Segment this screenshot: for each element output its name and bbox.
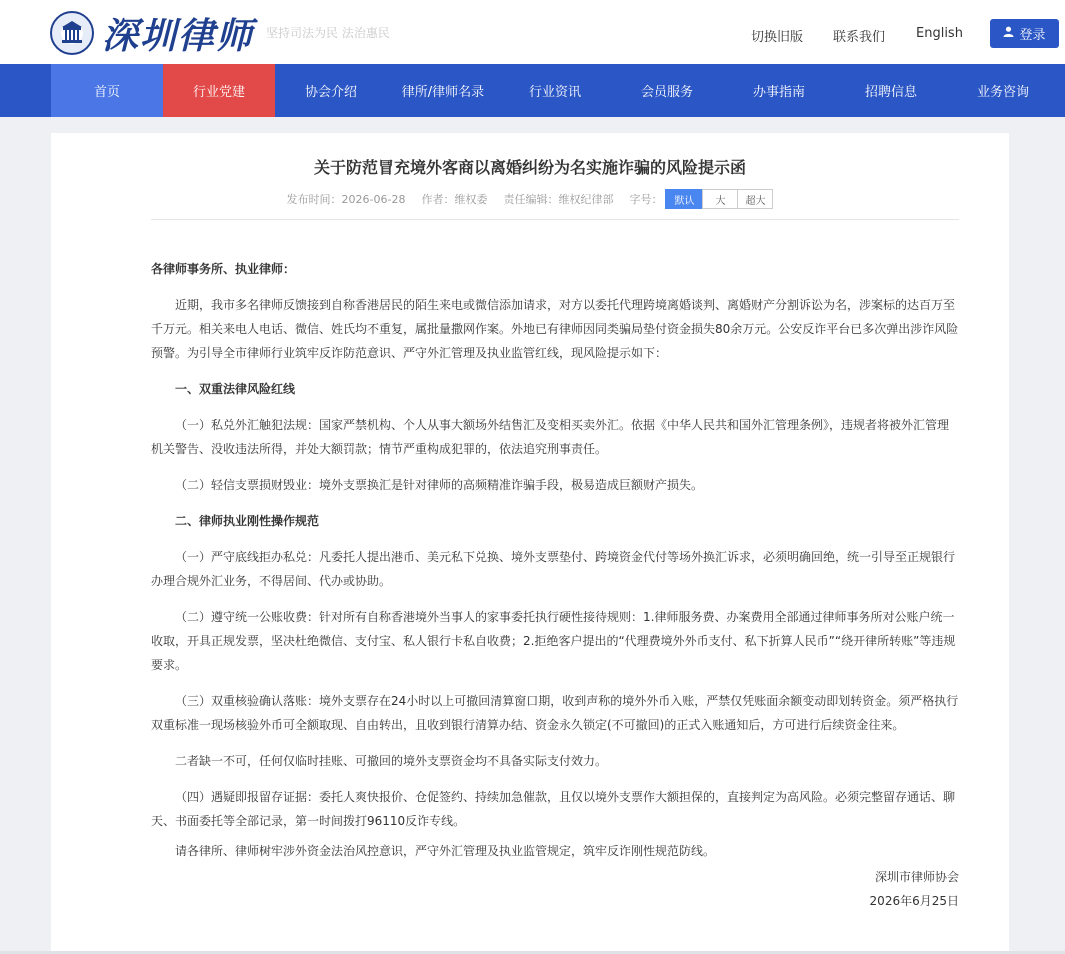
contact-us-link[interactable]: 联系我们: [833, 30, 886, 45]
section-heading-2: 二、律师执业刚性操作规范: [175, 514, 320, 528]
switch-old-version-link[interactable]: 切换旧版: [751, 30, 804, 45]
fontsize-xlarge-button[interactable]: 超大: [737, 189, 773, 209]
slogan: 坚持司法为民 法治惠民: [266, 26, 390, 40]
body-paragraph: （三）双重核验确认落账：境外支票存在24小时以上可撤回清算窗口期，收到声称的境外外币入账，严禁仅凭账面余额变动即划转资金。须严格执行双重标准一现场核验外币可全额取现、自由转出，且收到银行清算办结、资金永久锁定(不可撤回)的正式入账通知后，方可进行后续资金往来。: [151, 694, 959, 732]
editor-label: 责任编辑：: [503, 193, 559, 206]
salutation: 各律师事务所、执业律师：: [151, 262, 296, 276]
fontsize-default-button[interactable]: 默认: [665, 189, 703, 209]
author-value: 维权委: [454, 193, 488, 206]
article-body: [151, 257, 959, 913]
article-title: 关于防范冒充境外客商以离婚纠纷为名实施诈骗的风险提示函: [313, 158, 746, 177]
closing-paragraph: 请各律所、律师树牢涉外资金法治风控意识，严守外汇管理及执业监管规定，筑牢反诈刚性规范防线。: [175, 844, 716, 858]
fontsize-label: 字号：: [629, 193, 663, 206]
association-emblem-icon: [50, 11, 94, 55]
body-paragraph: （二）遵守统一公账收费：针对所有自称香港境外当事人的家事委托执行硬性接待规则：1.律师服务费、办案费用全部通过律师事务所对公账户统一收取，开具正规发票，坚决杜绝微信、支付宝、私人银行卡私自收费；2.拒绝客户提出的“代理费境外外币支付、私下折算人民币”“绕开律所转账”等违规要求。: [151, 610, 956, 672]
fontsize-selector: [666, 189, 773, 209]
editor-info: [503, 191, 613, 207]
author-label: 作者：: [421, 193, 455, 206]
body-paragraph: （四）遇疑即报留存证据：委托人爽快报价、仓促签约、持续加急催款，且仅以境外支票作大额担保的，直接判定为高风险。必须完整留存通话、聊天、书面委托等全部记录，第一时间拨打96110反诈专线。: [151, 790, 956, 828]
nav-item-consulting[interactable]: 业务咨询: [976, 85, 1029, 100]
section-heading-1: 一、双重法律风险红线: [175, 382, 296, 396]
body-paragraph: （一）私兑外汇触犯法规：国家严禁机构、个人从事大额场外结售汇及变相买卖外汇。依据《中华人民共和国外汇管理条例》，违规者将被外汇管理机关警告、没收违法所得，并处大额罚款；情节严重构成犯罪的，依法追究刑事责任。: [151, 418, 950, 456]
logo-text: 深圳律师: [102, 14, 255, 57]
nav-item-member-services[interactable]: 会员服务: [640, 85, 693, 100]
publish-label: 发布时间：: [286, 193, 342, 206]
nav-item-news[interactable]: 行业资讯: [528, 85, 581, 100]
nav-item-jobs[interactable]: 招聘信息: [864, 85, 917, 100]
fontsize-large-button[interactable]: 大: [702, 189, 738, 209]
nav-item-about[interactable]: 协会介绍: [304, 85, 357, 100]
login-label: 登录: [1019, 28, 1046, 43]
nav-item-party-building[interactable]: 行业党建: [163, 64, 275, 117]
intro-paragraph: 近期，我市多名律师反馈接到自称香港居民的陌生来电或微信添加请求，对方以委托代理跨境离婚谈判、离婚财产分割诉讼为名，涉案标的达百万至千万元。相关来电人电话、微信、姓氏均不重复，属批量撒网作案。外地已有律师因同类骗局垫付资金损失80余万元。公安反诈平台已多次弹出涉诈风险预警。为引导全市律师行业筑牢反诈防范意识、严守外汇管理及执业监管红线，现风险提示如下：: [151, 298, 959, 360]
author-info: [421, 191, 487, 207]
main-nav: [0, 64, 1065, 117]
publish-info: [287, 191, 406, 207]
body-paragraph: （一）严守底线拒办私兑：凡委托人提出港币、美元私下兑换、境外支票垫付、跨境资金代付等场外换汇诉求，必须明确回绝，统一引导至正规银行办理合规外汇业务，不得居间、代办或协助。: [151, 550, 956, 588]
top-header: [0, 0, 1065, 64]
title-divider: [151, 219, 959, 220]
login-button[interactable]: [990, 19, 1059, 48]
nav-item-directory[interactable]: 律所/律师名录: [401, 85, 485, 100]
site-logo[interactable]: [50, 10, 254, 56]
body-paragraph: （二）轻信支票损财毁业：境外支票换汇是针对律师的高频精准诈骗手段，极易造成巨额财产损失。: [175, 478, 704, 492]
article-panel: [51, 133, 1009, 951]
editor-value: 维权纪律部: [558, 193, 614, 206]
signature: 深圳市律师协会: [874, 870, 959, 884]
article-meta: [51, 188, 1009, 210]
english-link[interactable]: English: [916, 26, 963, 41]
user-icon: [1003, 26, 1014, 41]
signature-date: 2026年6月25日: [869, 894, 959, 908]
nav-item-guide[interactable]: 办事指南: [752, 85, 805, 100]
publish-date: 2026-06-28: [341, 193, 406, 206]
nav-item-home[interactable]: 首页: [51, 64, 163, 117]
body-paragraph: 二者缺一不可，任何仅临时挂账、可撤回的境外支票资金均不具备实际支付效力。: [175, 754, 608, 768]
